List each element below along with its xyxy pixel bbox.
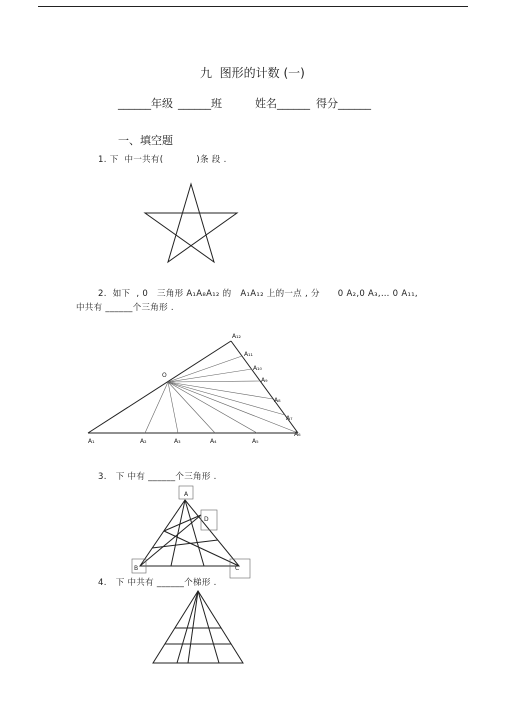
star-figure	[145, 184, 237, 262]
label-a4: A₄	[210, 438, 217, 445]
ray-1	[177, 591, 198, 663]
label-o: O	[162, 372, 167, 379]
label-a10: A₁₀	[253, 365, 262, 372]
segment-o-a10	[168, 369, 252, 382]
label-a5: A₅	[252, 438, 259, 445]
page-title: 九 图形的计数 (一)	[200, 66, 305, 80]
class-field: ______班	[178, 97, 222, 110]
star-outline	[145, 184, 237, 262]
trapezoid-figure	[153, 591, 243, 663]
label-a7: A₇	[286, 415, 293, 422]
segment-b-d	[140, 515, 201, 566]
label-a11: A₁₁	[244, 351, 253, 358]
segment-o-a2	[145, 382, 168, 433]
segment-o-a8	[168, 382, 273, 399]
segment-o-a5	[168, 382, 257, 433]
label-a3: A₃	[174, 438, 181, 445]
label-a8: A₈	[274, 397, 281, 404]
label-c: C	[235, 565, 240, 572]
segment-c-left-side	[164, 531, 239, 566]
label-d: D	[204, 516, 209, 523]
segment-o-a7	[168, 382, 285, 415]
triangle-fan-figure	[88, 333, 301, 445]
question-2-line-1: 2. 如下 , 0 三角形 A₁A₈A₁₂ 的 A₁A₁₂ 上的一点 , 分 0 A₂,0 A₃,… 0 A₁₁,	[98, 289, 418, 299]
triangle-abc-figure	[132, 486, 250, 578]
question-4: 4. 下 中共有 ______个梯形 .	[98, 578, 217, 588]
ray-3	[198, 591, 219, 663]
question-3: 3. 下 中有 ______个三角形 .	[98, 472, 217, 482]
label-a1: A₁	[88, 438, 95, 445]
label-a2: A₂	[140, 438, 147, 445]
section-heading: 一、填空题	[118, 134, 173, 147]
question-2-line-2: 中共有 ______个三角形 .	[76, 303, 174, 313]
ray-2	[188, 591, 198, 663]
label-c-box	[230, 559, 250, 578]
segment-o-a9	[168, 381, 260, 382]
question-1: 1. 下 中一共有( )条 段 .	[98, 155, 227, 165]
label-a9: A₉	[261, 377, 268, 384]
segment-o-a4	[168, 382, 215, 433]
big-triangle-outline	[153, 591, 243, 663]
triangle-abc-outline	[140, 500, 239, 566]
label-a6: A₆	[294, 431, 301, 438]
segment-o-a3	[168, 382, 178, 433]
score-field: 得分______	[316, 97, 371, 110]
label-a12: A₁₂	[232, 333, 241, 340]
label-a: A	[184, 491, 189, 498]
side-a1-a12	[88, 341, 231, 433]
segment-o-a6	[168, 382, 298, 433]
name-field: 姓名______	[255, 97, 310, 110]
grade-field: ______年级	[118, 97, 173, 110]
segment-o-a11	[168, 356, 242, 382]
label-b: B	[134, 565, 139, 572]
